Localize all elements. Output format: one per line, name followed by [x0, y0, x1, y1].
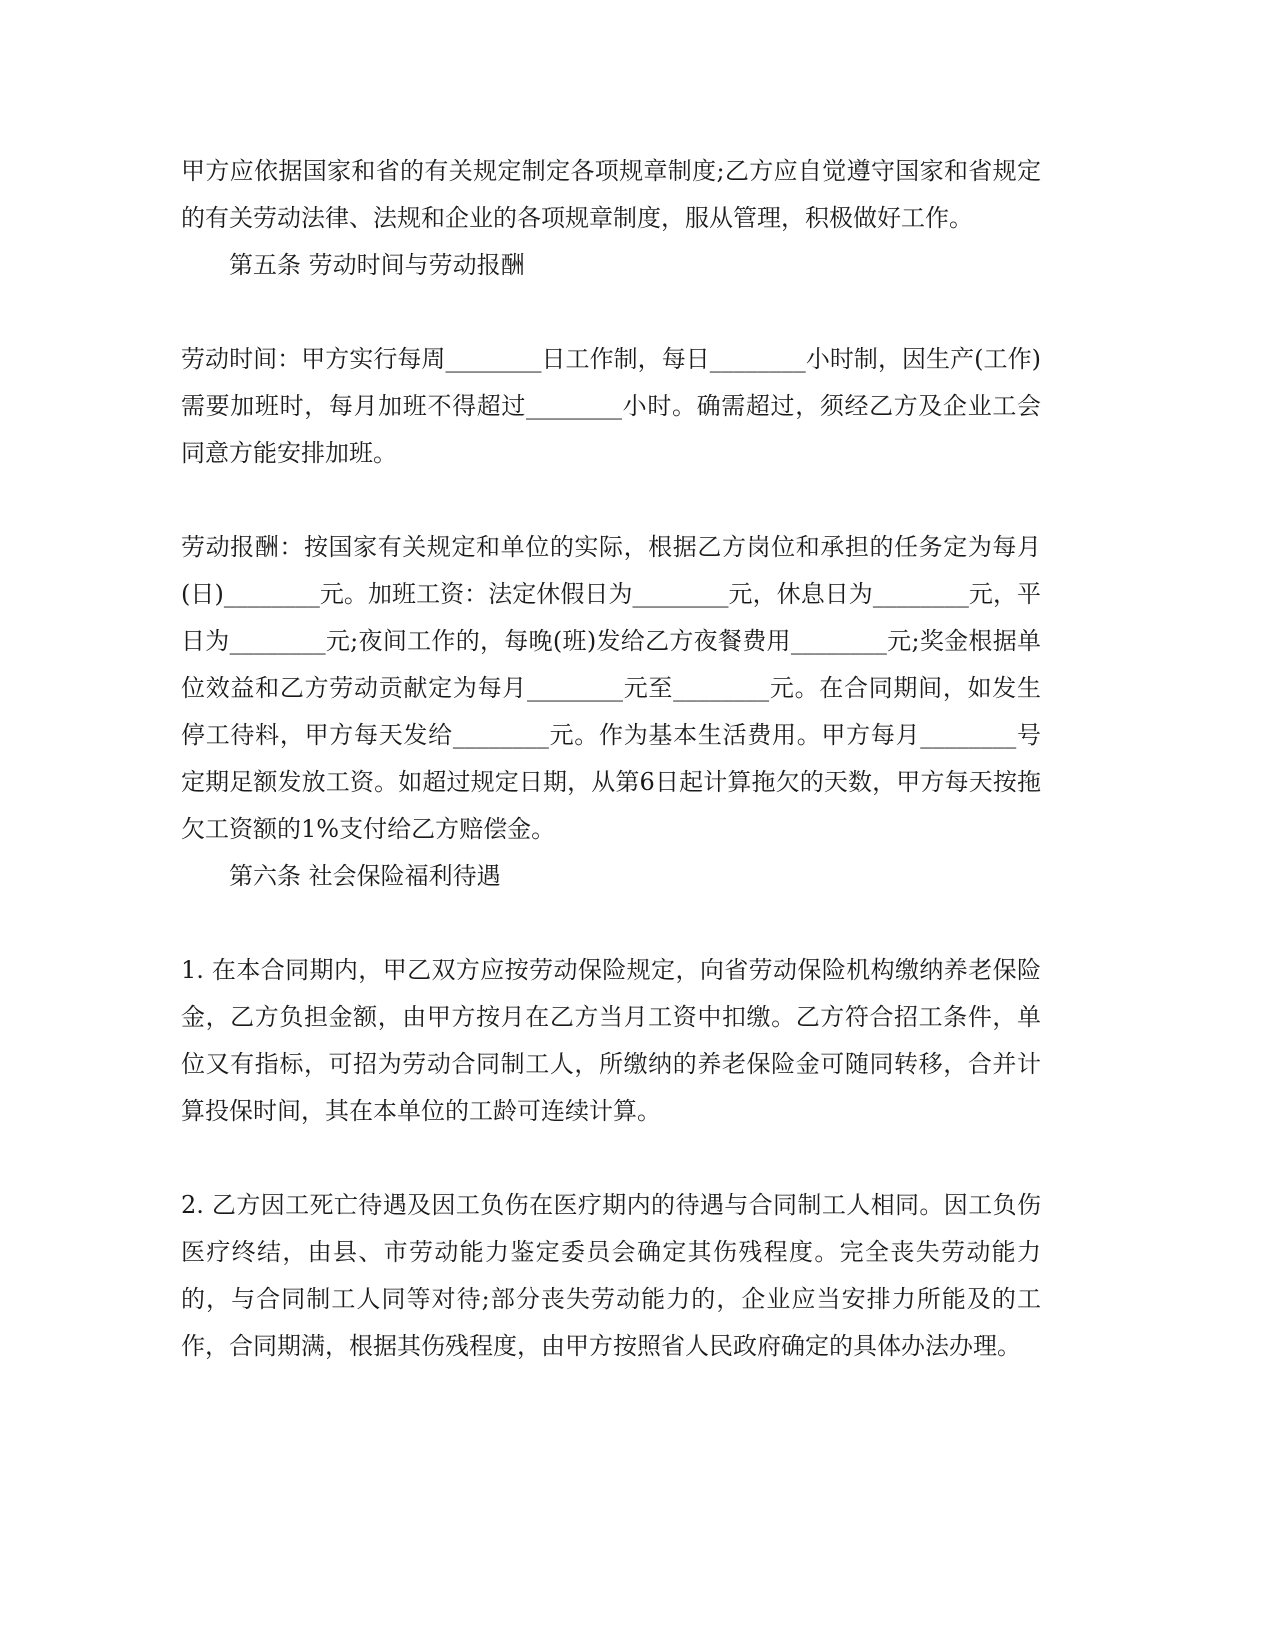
list-item-1: 1. 在本合同期内，甲乙双方应按劳动保险规定，向省劳动保险机构缴纳养老保险金，乙方负担金额，由甲方按月在乙方当月工资中扣缴。乙方符合招工条件，单位又有指标，可招为劳动合同制工人，所缴纳的养老保险金可随同转移，合并计算投保时间，其在本单位的工龄可连续计算。: [181, 956, 1041, 1125]
paragraph-work-time: 劳动时间：甲方实行每周________日工作制，每日________小时制，因生产(工作)需要加班时，每月加班不得超过________小时。确需超过，须经乙方及企业工会同意方能安排加班。: [181, 345, 1041, 467]
heading-article-5: 第五条 劳动时间与劳动报酬: [229, 251, 525, 279]
paragraph-rules: 甲方应依据国家和省的有关规定制定各项规章制度;乙方应自觉遵守国家和省规定的有关劳动法律、法规和企业的各项规章制度，服从管理，积极做好工作。: [181, 157, 1041, 232]
heading-article-6: 第六条 社会保险福利待遇: [229, 862, 501, 890]
list-item-2: 2. 乙方因工死亡待遇及因工负伤在医疗期内的待遇与合同制工人相同。因工负伤医疗终结，由县、市劳动能力鉴定委员会确定其伤残程度。完全丧失劳动能力的，与合同制工人同等对待;部分丧失劳动能力的，企业应当安排力所能及的工作，合同期满，根据其伤残程度，由甲方按照省人民政府确定的具体办法办理。: [181, 1191, 1041, 1360]
document-body: [181, 148, 1041, 1370]
paragraph-remuneration: 劳动报酬：按国家有关规定和单位的实际，根据乙方岗位和承担的任务定为每月(日)________元。加班工资：法定休假日为________元，休息日为________元，平日为________元;夜间工作的，每晚(班)发给乙方夜餐费用________元;奖金根据单位效益和乙方劳动贡献定为每月________元至________元。在合同期间，如发生停工待料，甲方每天发给________元。作为基本生活费用。甲方每月________号定期足额发放工资。如超过规定日期，从第6日起计算拖欠的天数，甲方每天按拖欠工资额的1%支付给乙方赔偿金。: [181, 533, 1041, 843]
